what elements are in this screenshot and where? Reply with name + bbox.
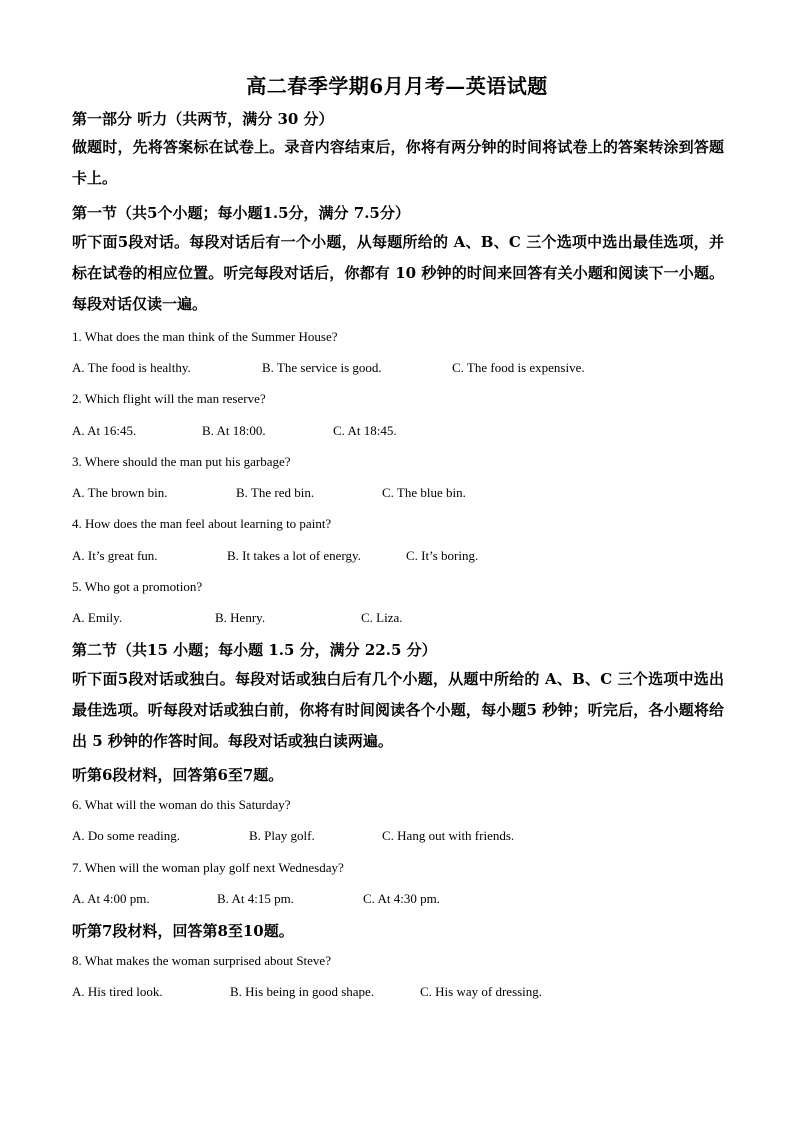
q1-option-a: A. The food is healthy. bbox=[72, 360, 191, 375]
q7-option-a: A. At 4:00 pm. bbox=[72, 891, 150, 906]
question-3: 3. Where should the man put his garbage? bbox=[72, 454, 291, 469]
question-4: 4. How does the man feel about learning to paint? bbox=[72, 516, 332, 531]
section1-instruction: 听下面5段对话。每段对话后有一个小题，从每题所给的 A、B、C 三个选项中选出最佳选项，并标在试卷的相应位置。听完每段对话后，你都有 10 秒钟的时间来回答有关小题和阅读下一小题。每段对话仅读一遍。 bbox=[72, 233, 724, 313]
q1-option-c: C. The food is expensive. bbox=[452, 360, 585, 375]
q1-option-b: B. The service is good. bbox=[262, 360, 382, 375]
question-6: 6. What will the woman do this Saturday? bbox=[72, 797, 291, 812]
q7-option-c: C. At 4:30 pm. bbox=[363, 891, 440, 906]
question-2: 2. Which flight will the man reserve? bbox=[72, 391, 266, 406]
q2-option-a: A. At 16:45. bbox=[72, 423, 137, 438]
q8-option-b: B. His being in good shape. bbox=[230, 984, 375, 999]
question-7: 7. When will the woman play golf next Wednesday? bbox=[72, 860, 344, 875]
section2-heading: 第二节（共15 小题；每小题 1.5 分，满分 22.5 分） bbox=[72, 641, 437, 659]
q4-option-b: B. It takes a lot of energy. bbox=[227, 548, 361, 563]
q7-option-b: B. At 4:15 pm. bbox=[217, 891, 294, 906]
q4-option-c: C. It’s boring. bbox=[406, 548, 479, 563]
q8-option-a: A. His tired look. bbox=[72, 984, 163, 999]
question-1: 1. What does the man think of the Summer House? bbox=[72, 329, 338, 344]
question-8: 8. What makes the woman surprised about Steve? bbox=[72, 953, 331, 968]
q6-option-a: A. Do some reading. bbox=[72, 828, 180, 843]
q6-option-b: B. Play golf. bbox=[249, 828, 315, 843]
q5-option-a: A. Emily. bbox=[72, 610, 123, 625]
q5-option-c: C. Liza. bbox=[361, 610, 403, 625]
part1-instruction: 做题时，先将答案标在试卷上。录音内容结束后，你将有两分钟的时间将试卷上的答案转涂到答题卡上。 bbox=[72, 138, 724, 187]
q2-option-c: C. At 18:45. bbox=[333, 423, 397, 438]
q6-option-c: C. Hang out with friends. bbox=[382, 828, 515, 843]
section1-heading: 第一节（共5个小题；每小题1.5分，满分 7.5分） bbox=[72, 204, 410, 222]
q5-option-b: B. Henry. bbox=[215, 610, 266, 625]
q3-option-c: C. The blue bin. bbox=[382, 485, 466, 500]
q4-option-a: A. It’s great fun. bbox=[72, 548, 158, 563]
material-7-heading: 听第7段材料，回答第8至10题。 bbox=[72, 922, 294, 940]
section2-instruction: 听下面5段对话或独白。每段对话或独白后有几个小题，从题中所给的 A、B、C 三个选项中选出最佳选项。听每段对话或独白前，你将有时间阅读各个小题，每小题5 秒钟；听完后，各小题将给出 5 秒钟的作答时间。每段对话或独白读两遍。 bbox=[72, 670, 724, 750]
material-6-heading: 听第6段材料，回答第6至7题。 bbox=[72, 766, 284, 784]
q3-option-a: A. The brown bin. bbox=[72, 485, 168, 500]
q2-option-b: B. At 18:00. bbox=[202, 423, 266, 438]
q3-option-b: B. The red bin. bbox=[236, 485, 315, 500]
q8-option-c: C. His way of dressing. bbox=[420, 984, 543, 999]
question-5: 5. Who got a promotion? bbox=[72, 579, 203, 594]
page-title: 高二春季学期6月月考—英语试题 bbox=[246, 74, 548, 98]
part1-heading: 第一部分 听力（共两节，满分 30 分） bbox=[72, 110, 334, 128]
